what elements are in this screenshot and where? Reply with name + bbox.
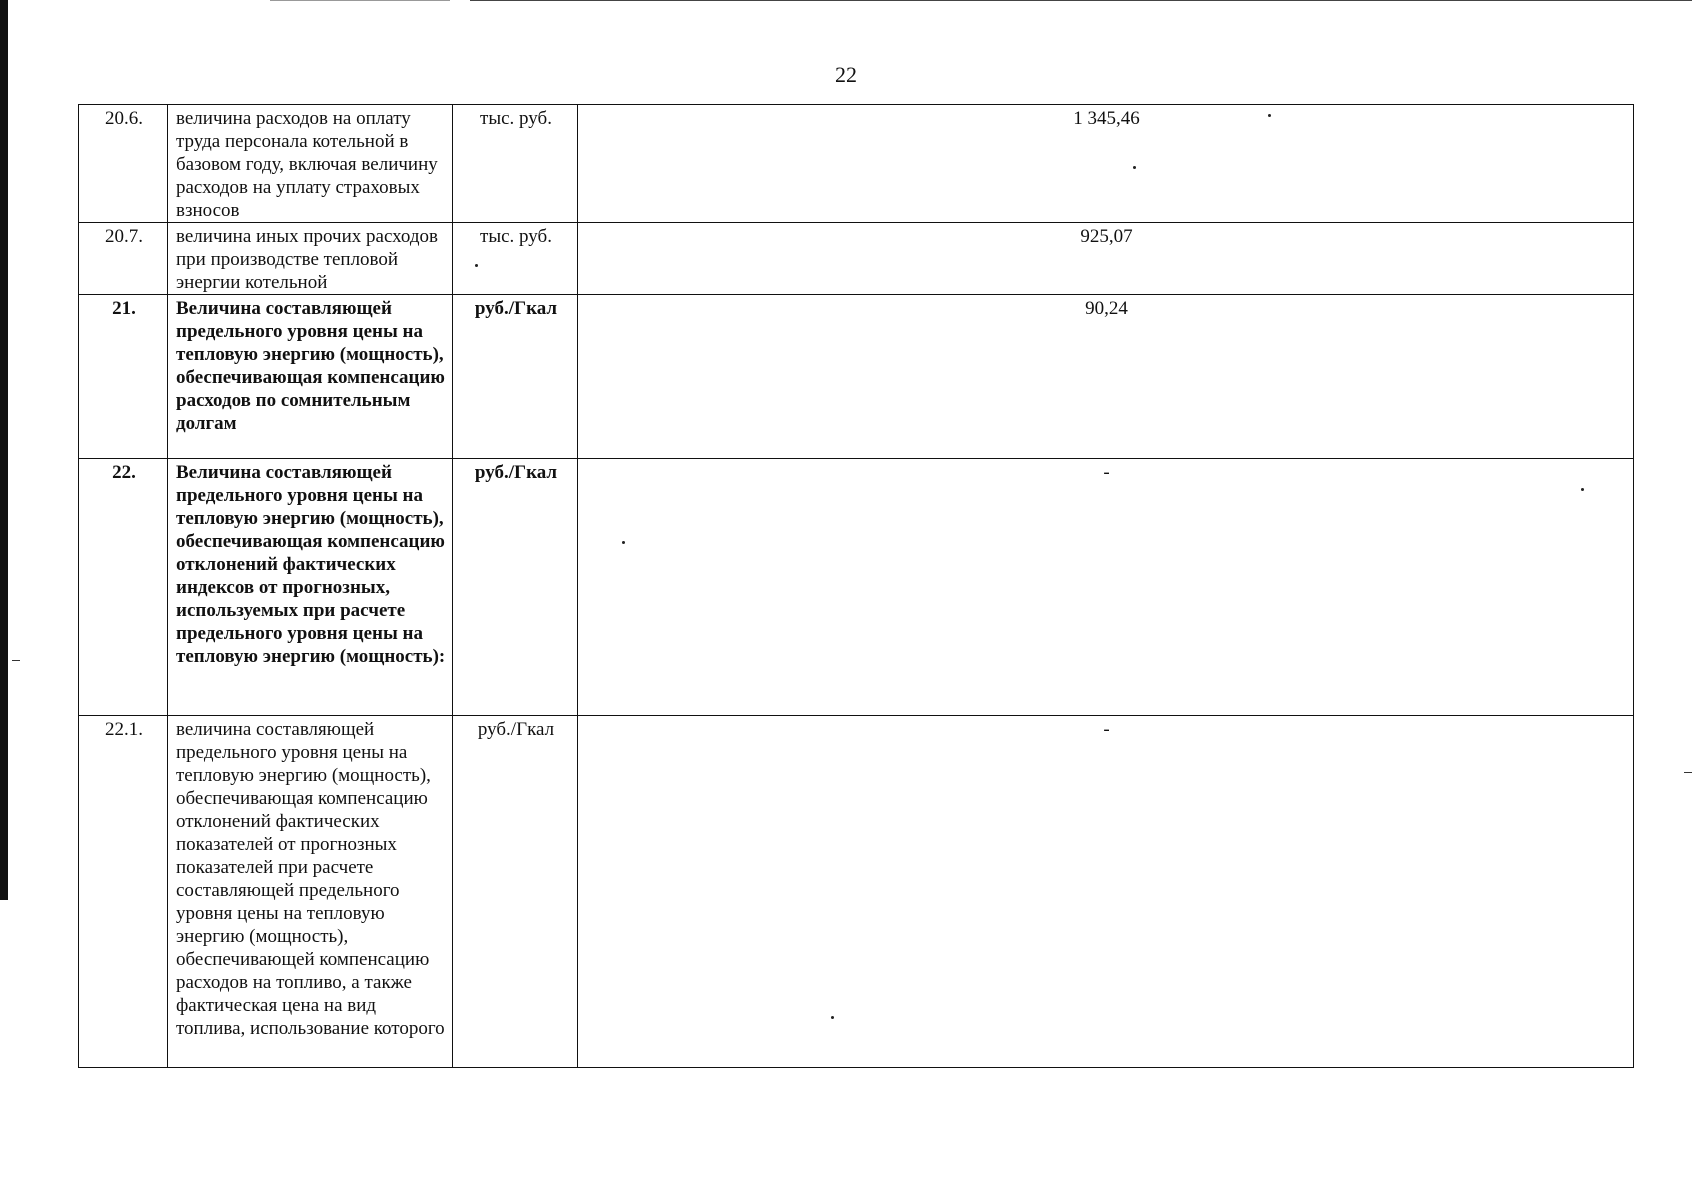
table-row: [79, 295, 1634, 459]
scan-speck: [622, 541, 625, 544]
scan-speck: [475, 264, 478, 267]
row-description: величина иных прочих расходов при производстве тепловой энергии котельной: [168, 223, 453, 295]
scan-speck: [1133, 166, 1136, 169]
scan-edge-mark: [12, 660, 20, 661]
row-number: 22.: [79, 459, 168, 716]
row-unit: руб./Гкал: [453, 716, 578, 1068]
table-row: [79, 223, 1634, 295]
row-value: -: [578, 716, 1634, 1068]
scan-left-edge: [0, 0, 8, 900]
row-value: 90,24: [578, 295, 1634, 459]
row-unit: руб./Гкал: [453, 295, 578, 459]
table-row: [79, 459, 1634, 716]
row-value: 1 345,46: [578, 105, 1634, 223]
scan-speck: [831, 1016, 834, 1019]
row-value: 925,07: [578, 223, 1634, 295]
scan-edge-mark: [1684, 772, 1692, 773]
scan-top-rule: [470, 0, 1692, 1]
row-unit: тыс. руб.: [453, 223, 578, 295]
row-value: -: [578, 459, 1634, 716]
row-description: Величина составляющей предельного уровня цены на тепловую энергию (мощность), обеспечивающая компенсацию расходов по сомнительным долгам: [168, 295, 453, 459]
table-row: [79, 105, 1634, 223]
row-number: 20.7.: [79, 223, 168, 295]
scan-top-rule-short: [270, 0, 450, 1]
scan-speck: [1581, 488, 1584, 491]
row-description: Величина составляющей предельного уровня цены на тепловую энергию (мощность), обеспечивающая компенсацию отклонений фактических индексов от прогнозных, используемых при расчете предельного уровня цены на тепловую энергию (мощность):: [168, 459, 453, 716]
table-row: [79, 716, 1634, 1068]
row-description: величина составляющей предельного уровня цены на тепловую энергию (мощность), обеспечивающая компенсацию отклонений фактических показателей от прогнозных показателей при расчете составляющей предельного уровня цены на тепловую энергию (мощность), обеспечивающей компенсацию расходов на топливо, а также фактическая цена на вид топлива, использование которого: [168, 716, 453, 1068]
row-description: величина расходов на оплату труда персонала котельной в базовом году, включая величину расходов на уплату страховых взносов: [168, 105, 453, 223]
row-number: 21.: [79, 295, 168, 459]
tariff-table: [78, 104, 1634, 1068]
row-unit: тыс. руб.: [453, 105, 578, 223]
page-number: 22: [835, 62, 857, 87]
row-number: 20.6.: [79, 105, 168, 223]
row-unit: руб./Гкал: [453, 459, 578, 716]
scan-speck: [1268, 114, 1271, 117]
row-number: 22.1.: [79, 716, 168, 1068]
